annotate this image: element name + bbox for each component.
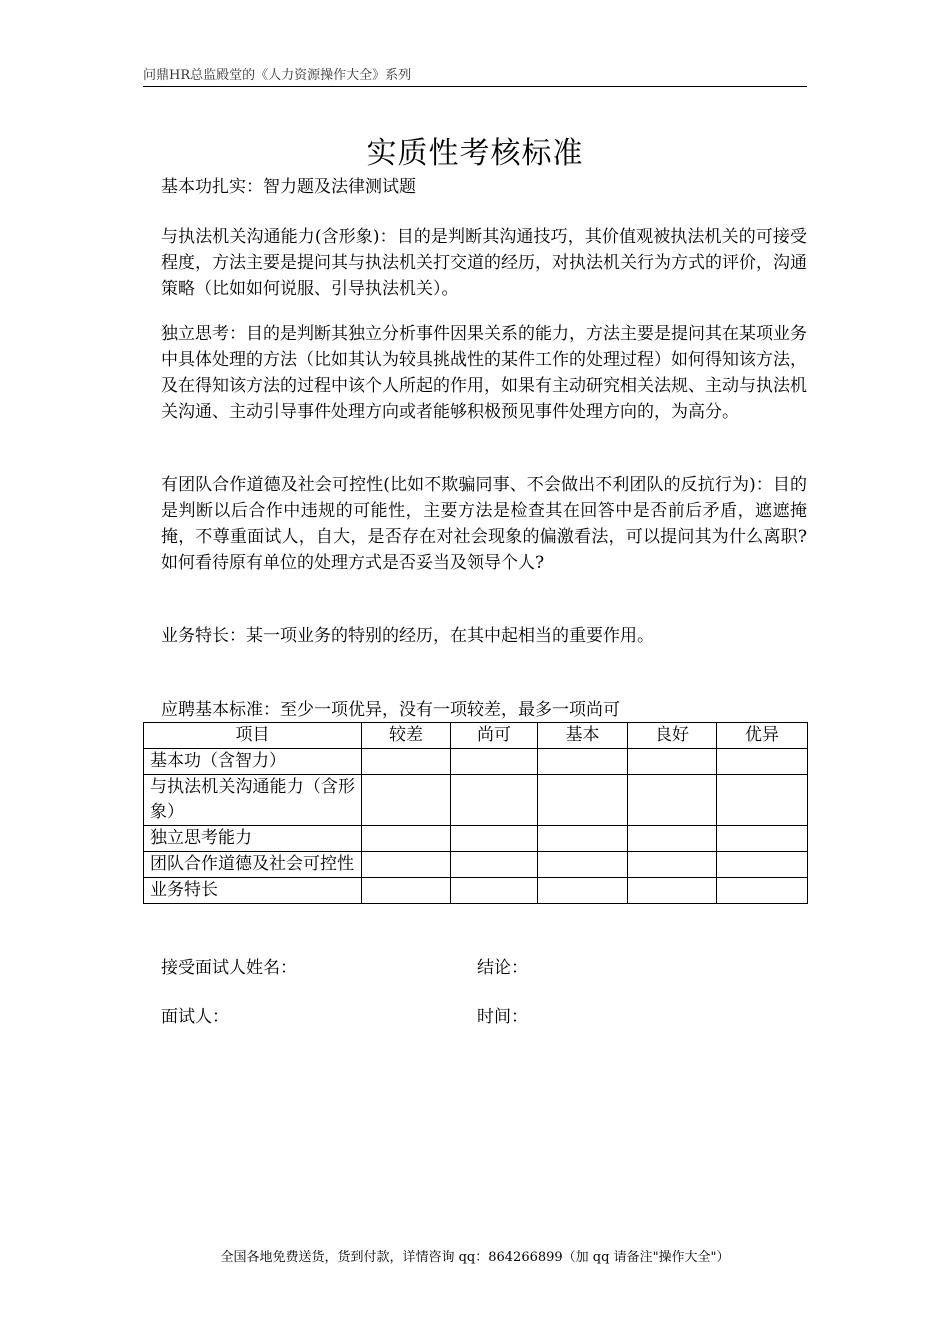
- interviewer-label: 面试人：: [161, 1007, 229, 1027]
- rating-cell[interactable]: [362, 775, 451, 826]
- rating-cell[interactable]: [451, 775, 538, 826]
- rating-cell[interactable]: [362, 826, 451, 852]
- rating-cell[interactable]: [628, 852, 717, 878]
- rating-cell[interactable]: [451, 878, 538, 904]
- header-poor: 较差: [362, 723, 451, 749]
- page-title: 实质性考核标准: [366, 136, 584, 171]
- evaluation-table: [143, 722, 808, 904]
- row-label: 业务特长: [144, 878, 362, 904]
- rating-cell[interactable]: [538, 878, 628, 904]
- paragraph-teamwork: 有团队合作道德及社会可控性(比如不欺骗同事、不会做出不利团队的反抗行为)：目的是判断以后合作中违规的可能性，主要方法是检查其在回答中是否前后矛盾，遮遮掩掩，不尊重面试人，自大，是否存在对社会现象的偏激看法，可以提问其为什么离职?如何看待原有单位的处理方式是否妥当及领导个人?: [161, 475, 807, 573]
- page-header: 问鼎HR总监殿堂的《人力资源操作大全》系列: [143, 64, 807, 87]
- paragraph-basic-skills: 基本功扎实：智力题及法律测试题: [161, 177, 416, 197]
- header-fair: 尚可: [451, 723, 538, 749]
- rating-cell[interactable]: [628, 878, 717, 904]
- rating-cell[interactable]: [362, 878, 451, 904]
- rating-cell[interactable]: [362, 749, 451, 775]
- rating-cell[interactable]: [628, 826, 717, 852]
- header-excellent: 优异: [717, 723, 808, 749]
- rating-cell[interactable]: [717, 775, 808, 826]
- rating-cell[interactable]: [628, 749, 717, 775]
- rating-cell[interactable]: [538, 852, 628, 878]
- time-label: 时间：: [477, 1007, 528, 1027]
- paragraph-hiring-standard: 应聘基本标准：至少一项优异，没有一项较差，最多一项尚可: [161, 700, 620, 720]
- table-row: [144, 852, 808, 878]
- rating-cell[interactable]: [717, 852, 808, 878]
- conclusion-label: 结论：: [477, 958, 528, 978]
- table-row: [144, 749, 808, 775]
- rating-cell[interactable]: [362, 852, 451, 878]
- paragraph-communication: 与执法机关沟通能力(含形象)：目的是判断其沟通技巧，其价值观被执法机关的可接受程度，方法主要是提问其与执法机关打交道的经历，对执法机关行为方式的评价，沟通策略（比如如何说服、引导执法机关）。: [161, 227, 807, 299]
- rating-cell[interactable]: [717, 878, 808, 904]
- row-label: 团队合作道德及社会可控性: [144, 852, 362, 878]
- rating-cell[interactable]: [538, 775, 628, 826]
- candidate-name-label: 接受面试人姓名：: [161, 958, 297, 978]
- header-basic: 基本: [538, 723, 628, 749]
- rating-cell[interactable]: [451, 826, 538, 852]
- rating-cell[interactable]: [451, 749, 538, 775]
- rating-cell[interactable]: [538, 826, 628, 852]
- table-row: [144, 878, 808, 904]
- rating-cell[interactable]: [717, 826, 808, 852]
- header-item: 项目: [144, 723, 362, 749]
- header-good: 良好: [628, 723, 717, 749]
- rating-cell[interactable]: [717, 749, 808, 775]
- page-footer: 全国各地免费送货，货到付款，详情咨询 qq：864266899（加 qq 请备注"操作大全"）: [220, 1250, 730, 1265]
- rating-cell[interactable]: [451, 852, 538, 878]
- table-row: [144, 826, 808, 852]
- paragraph-independent-thinking: 独立思考：目的是判断其独立分析事件因果关系的能力，方法主要是提问其在某项业务中具体处理的方法（比如其认为较具挑战性的某件工作的处理过程）如何得知该方法，及在得知该方法的过程中该个人所起的作用，如果有主动研究相关法规、主动与执法机关沟通、主动引导事件处理方向或者能够积极预见事件处理方向的，为高分。: [161, 324, 807, 422]
- rating-cell[interactable]: [628, 775, 717, 826]
- table-row: [144, 775, 808, 826]
- row-label: 独立思考能力: [144, 826, 362, 852]
- table-header-row: [144, 723, 808, 749]
- row-label: 基本功（含智力）: [144, 749, 362, 775]
- row-label: 与执法机关沟通能力（含形象）: [144, 775, 362, 826]
- paragraph-specialty: 业务特长：某一项业务的特别的经历，在其中起相当的重要作用。: [161, 626, 654, 646]
- rating-cell[interactable]: [538, 749, 628, 775]
